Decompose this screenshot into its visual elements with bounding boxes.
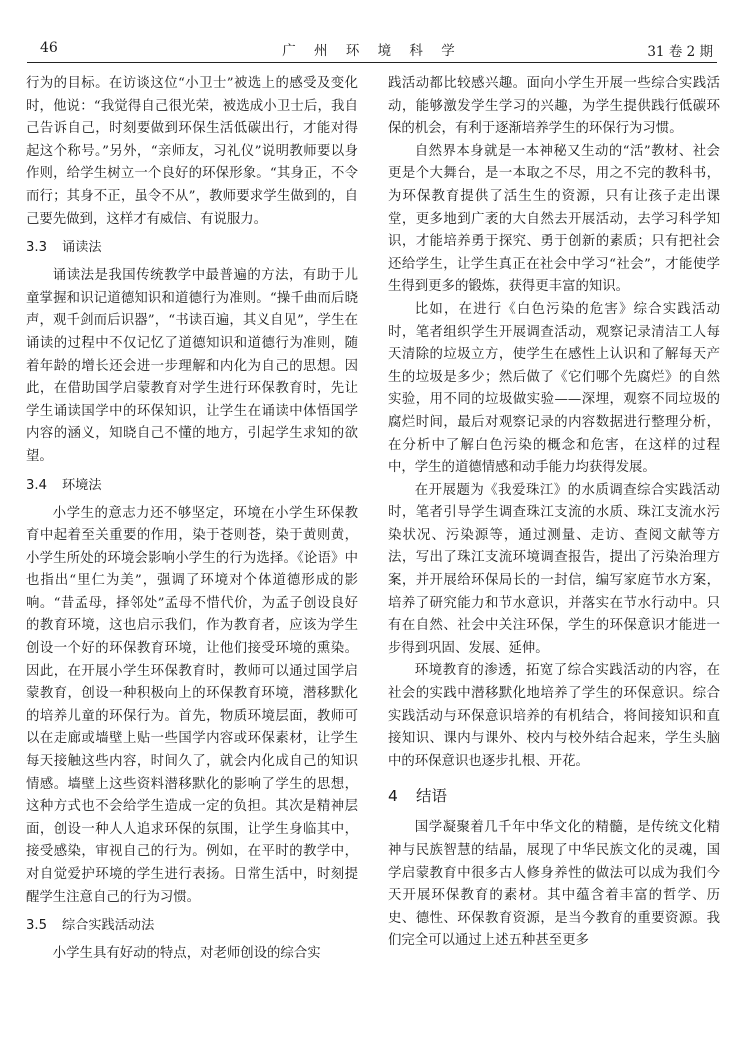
section-number: 3.3: [26, 240, 47, 256]
paragraph: 诵读法是我国传统教学中最普遍的方法，有助于儿童掌握和识记道德知识和道德行为准则。“操千曲而后晓声，观千剑而后识器”，“书读百遍，其义自见”，学生在诵读的过程中不仅记忆了道德知识和道德行为准则，随着年龄的增长还会进一步理解和内化为自己的思想。因此，在借助国学启蒙教育对学生进行环保教育时，先让学生诵读国学中的环保知识，让学生在诵读中体悟国学内容的涵义，知晓自己不懂的地方，引起学生求知的欲望。: [26, 268, 358, 464]
right-column: [388, 73, 720, 953]
paragraph: 践活动都比较感兴趣。面向小学生开展一些综合实践活动，能够激发学生学习的兴趣，为学生提供践行低碳环保的机会，有利于逐渐培养学生的环保行为习惯。: [388, 76, 720, 137]
paragraph: 小学生的意志力还不够坚定，环境在小学生环保教育中起着至关重要的作用，染于苍则苍，染于黄则黄，小学生所处的环境会影响小学生的行为选择。《论语》中也指出“里仁为美”，强调了环境对个体道德形成的影响。“昔孟母，择邻处”孟母不惜代价，为孟子创设良好的教育环境，这也启示我们，作为教育者，应该为学生创设一个好的环保教育环境，让他们接受环境的熏染。因此，在开展小学生环保教育时，教师可以通过国学启蒙教育，创设一种积极向上的环保教育环境，潜移默化的培养儿童的环保行为。首先，物质环境层面，教师可以在走廊或墙壁上贴一些国学内容或环保素材，让学生每天接触这些内容，时间久了，就会内化成自己的知识情感。墙壁上这些资料潜移默化的影响了学生的思想，这种方式也不会给学生造成一定的负担。其次是精神层面，创设一种人人追求环保的氛围，让学生身临其中，接受感染，审视自己的行为。例如，在平时的教学中，对自觉爱护环境的学生进行表扬。日常生活中，时刻提醒学生注意自己的行为习惯。: [26, 505, 358, 905]
section-heading-3-4: [26, 475, 358, 497]
issue-label: 31 卷 2 期: [647, 44, 713, 60]
section-heading-3-3: [26, 237, 358, 259]
section-title: 综合实践活动法: [62, 918, 155, 934]
section-title: 结语: [416, 787, 448, 806]
paragraph: 国学凝聚着几千年中华文化的精髓，是传统文化精神与民族智慧的结晶，展现了中华民族文化的灵魂，国学启蒙教育中很多古人修身养性的做法可以成为我们今天开展环保教育的素材。其中蕴含着丰富的哲学、历史、德性、环保教育资源，是当今教育的重要资源。我们完全可以通过上述五种甚至更多: [388, 820, 720, 949]
section-number: 3.5: [26, 918, 47, 934]
running-header: [27, 34, 717, 63]
left-column: [26, 73, 358, 966]
paragraph: 自然界本身就是一本神秘又生动的“活”教材、社会更是个大舞台，是一本取之不尽，用之不完的教科书，为环保教育提供了活生生的资源，只有让孩子走出课堂，更多地到广袤的大自然去开展活动，去学习科学知识，才能培养勇于探究、勇于创新的素质；只有把社会还给学生，让学生真正在社会中学习“社会”，才能使学生得到更多的锻炼，获得更丰富的知识。: [388, 143, 720, 295]
paragraph: 行为的目标。在访谈这位“小卫士”被选上的感受及变化时，他说：“我觉得自己很光荣，被选成小卫士后，我自己告诉自己，时刻要做到环保生活低碳出行，才能对得起这个称号。”另外，“亲师友，习礼仪”说明教师要以身作则，给学生树立一个良好的环保形象。“其身正，不令而行；其身不正，虽令不从”，教师要求学生做到的，自己要先做到，这样才有威信、有说服力。: [26, 76, 358, 227]
section-heading-3-5: [26, 915, 358, 937]
paragraph: 环境教育的渗透，拓宽了综合实践活动的内容，在社会的实践中潜移默化地培养了学生的环保意识。综合实践活动与环保意识培养的有机结合，将间接知识和直接知识、课内与课外、校内与校外结合起来，学生头脑中的环保意识也逐步扎根、开花。: [388, 663, 720, 769]
paragraph: 比如，在进行《白色污染的危害》综合实践活动时，笔者组织学生开展调查活动，观察记录清洁工人每天清除的垃圾立方，使学生在感性上认识和了解每天产生的垃圾是多少；然后做了《它们哪个先腐烂》的自然实验，用不同的垃圾做实验——深埋，观察不同垃圾的腐烂时间，最后对观察记录的内容数据进行整理分析，在分析中了解白色污染的概念和危害，在这样的过程中，学生的道德情感和动手能力均获得发展。: [388, 301, 720, 476]
paragraph: 在开展题为《我爱珠江》的水质调查综合实践活动时，笔者引导学生调查珠江支流的水质、珠江支流水污染状况、污染源等，通过测量、走访、查阅文献等方法，写出了珠江支流环境调查报告，提出了污染治理方案，并开展给环保局长的一封信，编写家庭节水方案，培养了研究能力和节水意识，并落实在节水行动中。只有在自然、社会中关注环保，学生的环保意识才能进一步得到巩固、发展、延伸。: [388, 482, 720, 656]
page-number: 46: [40, 40, 58, 56]
section-heading-4: [388, 784, 720, 808]
section-number: 4: [388, 787, 398, 806]
journal-title: 广 州 环 境 科 学: [282, 43, 462, 59]
section-title: 诵读法: [62, 240, 102, 256]
section-number: 3.4: [26, 477, 47, 493]
section-title: 环境法: [62, 477, 102, 493]
paragraph: 小学生具有好动的特点，对老师创设的综合实: [52, 946, 321, 962]
